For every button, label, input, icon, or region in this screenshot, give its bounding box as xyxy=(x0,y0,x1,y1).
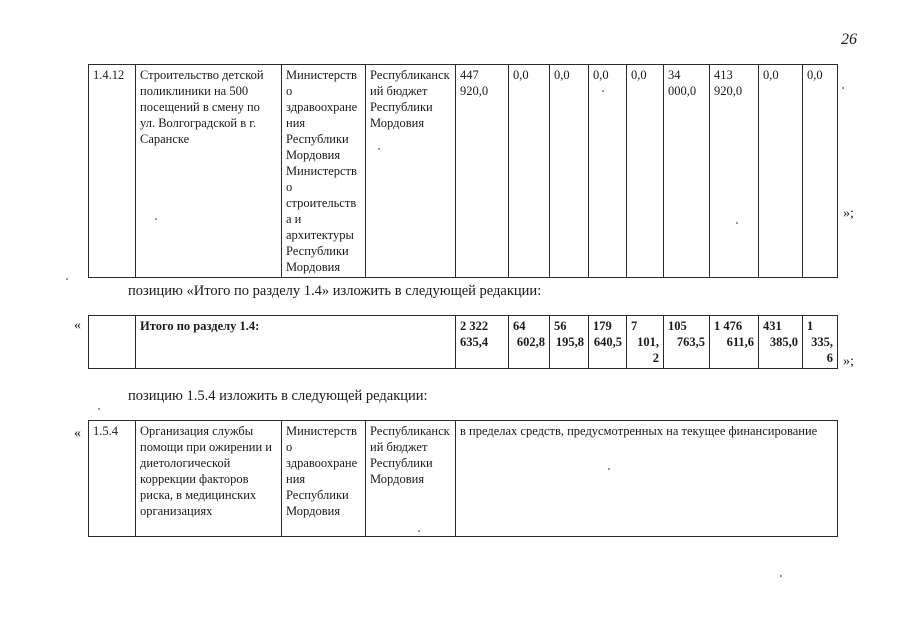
close-quote-mark: »; xyxy=(843,206,854,221)
page-number: 26 xyxy=(841,31,857,48)
value-part: 635,4 xyxy=(460,335,489,349)
total-value xyxy=(509,316,550,369)
total-value xyxy=(759,316,803,369)
scan-speck xyxy=(418,530,420,532)
value-part: 2 322 xyxy=(460,319,489,333)
total-value xyxy=(710,316,759,369)
instruction-text: позицию 1.5.4 изложить в следующей редакции: xyxy=(128,388,428,404)
cell-value: 34 000,0 xyxy=(664,65,710,278)
total-value xyxy=(456,316,509,369)
scan-speck xyxy=(155,218,157,220)
cell-number: 1.4.12 xyxy=(89,65,136,278)
scan-speck xyxy=(378,148,380,150)
cell-ministry: Министерство здравоохранения Республики Мордовия Министерство строительства и архитектуры Республики Мордовия xyxy=(282,65,366,278)
scan-speck xyxy=(842,87,844,89)
value-part: 195,8 xyxy=(555,335,584,349)
total-value xyxy=(550,316,589,369)
total-value xyxy=(664,316,710,369)
cell-source: Республиканский бюджет Республики Мордовия xyxy=(366,421,456,537)
scan-speck xyxy=(602,90,604,92)
value-part: 611,6 xyxy=(726,335,754,349)
scan-speck xyxy=(780,575,782,577)
value-part: 179 xyxy=(593,319,612,333)
value-part: 1 xyxy=(807,319,814,333)
cell-value: 0,0 xyxy=(550,65,589,278)
cell-value: 413 920,0 xyxy=(710,65,759,278)
scan-speck xyxy=(98,408,100,410)
value-part: 763,5 xyxy=(676,335,705,349)
open-quote-mark: « xyxy=(74,318,81,333)
close-quote-mark: »; xyxy=(843,354,854,369)
cell-ministry: Министерство здравоохранения Республики Мордовия xyxy=(282,421,366,537)
total-label: Итого по разделу 1.4: xyxy=(136,316,456,369)
total-value xyxy=(803,316,838,369)
cell-name: Строительство детской поликлиники на 500 посещений в смену по ул. Волгоградской в г. Саранске xyxy=(136,65,282,278)
value-part: 101,2 xyxy=(637,335,659,365)
value-part: 431 xyxy=(763,319,782,333)
value-part: 640,5 xyxy=(593,335,622,349)
value-part: 602,8 xyxy=(516,335,545,349)
cell-value: 0,0 xyxy=(509,65,550,278)
value-part: 1 476 xyxy=(714,319,743,333)
scan-speck xyxy=(66,278,68,280)
cell-source: Республиканский бюджет Республики Мордовия xyxy=(366,65,456,278)
cell-value: 0,0 xyxy=(627,65,664,278)
value-part: 64 xyxy=(513,319,526,333)
cell-number: 1.5.4 xyxy=(89,421,136,537)
instruction-text: позицию «Итого по разделу 1.4» изложить в следующей редакции: xyxy=(128,283,542,299)
open-quote-mark: « xyxy=(74,426,81,441)
scan-speck xyxy=(608,468,610,470)
total-value xyxy=(627,316,664,369)
cell-value: 0,0 xyxy=(759,65,803,278)
table-row-total-1-4 xyxy=(88,315,838,369)
table-row-1-4-12 xyxy=(88,64,838,278)
cell-value: 0,0 xyxy=(803,65,838,278)
cell-empty xyxy=(89,316,136,369)
cell-value: 0,0 xyxy=(589,65,627,278)
value-part: 385,0 xyxy=(769,335,798,349)
cell-name: Организация службы помощи при ожирении и диетологической коррекции факторов риска, в медицинских организациях xyxy=(136,421,282,537)
value-part: 335,6 xyxy=(811,335,833,365)
total-value xyxy=(589,316,627,369)
value-part: 56 xyxy=(554,319,567,333)
cell-funding: в пределах средств, предусмотренных на текущее финансирование xyxy=(456,421,838,537)
value-part: 7 xyxy=(631,319,638,333)
scan-speck xyxy=(736,222,738,224)
value-part: 105 xyxy=(668,319,687,333)
table-row-1-5-4 xyxy=(88,420,838,537)
cell-value: 447 920,0 xyxy=(456,65,509,278)
